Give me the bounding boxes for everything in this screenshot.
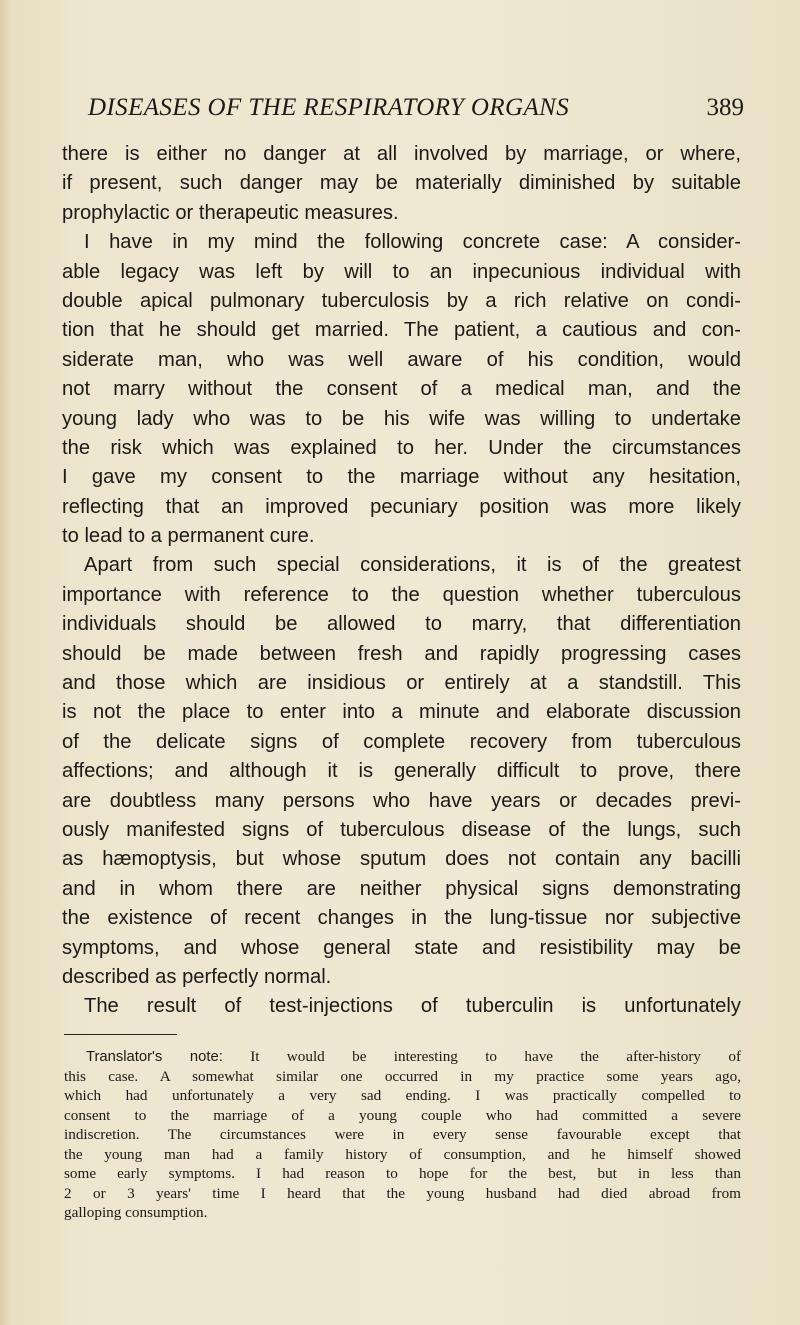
text-line: is not the place to enter into a minute and elaborate discussion xyxy=(62,701,741,724)
text-line: I gave my consent to the marriage without any hesitation, xyxy=(62,466,741,489)
text-line: not marry without the consent of a medical man, and the xyxy=(62,378,741,401)
footnote-line: galloping consumption. xyxy=(64,1204,208,1221)
text-line: ously manifested signs of tuberculous disease of the lungs, such xyxy=(62,818,741,841)
page-number: 389 xyxy=(706,94,744,121)
text-line: affections; and although it is generally difficult to prove, there xyxy=(62,760,741,783)
footnote-line: the young man had a family history of consumption, and he himself showed xyxy=(64,1145,741,1163)
text-line: of the delicate signs of complete recovery from tuberculous xyxy=(62,730,741,753)
text-line: are doubtless many persons who have years or decades previ- xyxy=(62,789,741,812)
footnote-first-line xyxy=(64,1047,741,1067)
text-line: and in whom there are neither physical signs demonstrating xyxy=(62,877,741,900)
text-line: if present, such danger may be materially diminished by suitable xyxy=(62,172,741,195)
body-text xyxy=(62,140,741,1022)
running-header xyxy=(88,94,744,134)
text-line: there is either no danger at all involved by marriage, or where, xyxy=(62,143,741,165)
text-line: should be made between fresh and rapidly progressing cases xyxy=(62,642,741,665)
text-line: the existence of recent changes in the lung-tissue nor subjective xyxy=(62,907,741,930)
text-line: I have in my mind the following concrete case: A consider- xyxy=(84,231,741,254)
footnote-line: this case. A somewhat similar one occurred in my practice some years ago, xyxy=(64,1067,741,1085)
footnote-line: consent to the marriage of a young couple who had committed a severe xyxy=(64,1106,741,1124)
text-line: reflecting that an improved pecuniary position was more likely xyxy=(62,495,741,518)
running-title: DISEASES OF THE RESPIRATORY ORGANS xyxy=(88,94,570,121)
footnote-line: which had unfortunately a very sad ending. I was practically compelled to xyxy=(64,1087,741,1104)
footnote-label: Translator's note: xyxy=(86,1049,223,1065)
text-line: double apical pulmonary tuberculosis by a rich relative on condi- xyxy=(62,289,741,312)
text-line: the risk which was explained to her. Under the circumstances xyxy=(62,436,741,459)
text-line: siderate man, who was well aware of his condition, would xyxy=(62,348,741,371)
text-line: prophylactic or therapeutic measures. xyxy=(62,201,399,224)
text-line: to lead to a permanent cure. xyxy=(62,525,315,548)
text-line: individuals should be allowed to marry, that differentiation xyxy=(62,613,741,636)
text-line: Apart from such special considerations, it is of the greatest xyxy=(84,554,741,577)
footnote-line: 2 or 3 years' time I heard that the young husband had died abroad from xyxy=(64,1184,741,1202)
text-line: and those which are insidious or entirely at a standstill. This xyxy=(62,672,741,695)
text-line: The result of test-injections of tuberculin is unfortunately xyxy=(84,995,741,1018)
text-line: tion that he should get married. The patient, a cautious and con- xyxy=(62,319,741,342)
footnote-rule xyxy=(64,1034,177,1035)
footnote-line: some early symptoms. I had reason to hope for the best, but in less than xyxy=(64,1165,741,1182)
text-line: able legacy was left by will to an inpecunious individual with xyxy=(62,260,741,283)
footnote xyxy=(64,1047,741,1223)
footnote-continuation xyxy=(64,1067,741,1223)
text-line: symptoms, and whose general state and resistibility may be xyxy=(62,936,741,959)
footnote-line-text: It would be interesting to have the after-history of xyxy=(250,1048,741,1065)
text-line: described as perfectly normal. xyxy=(62,965,332,988)
page-gutter-shadow xyxy=(0,0,10,1325)
text-line: as hæmoptysis, but whose sputum does not contain any bacilli xyxy=(62,848,741,871)
text-line: importance with reference to the question whether tuberculous xyxy=(62,583,741,606)
text-line: young lady who was to be his wife was willing to undertake xyxy=(62,407,741,430)
footnote-line: indiscretion. The circumstances were in every sense favourable except that xyxy=(64,1126,741,1143)
